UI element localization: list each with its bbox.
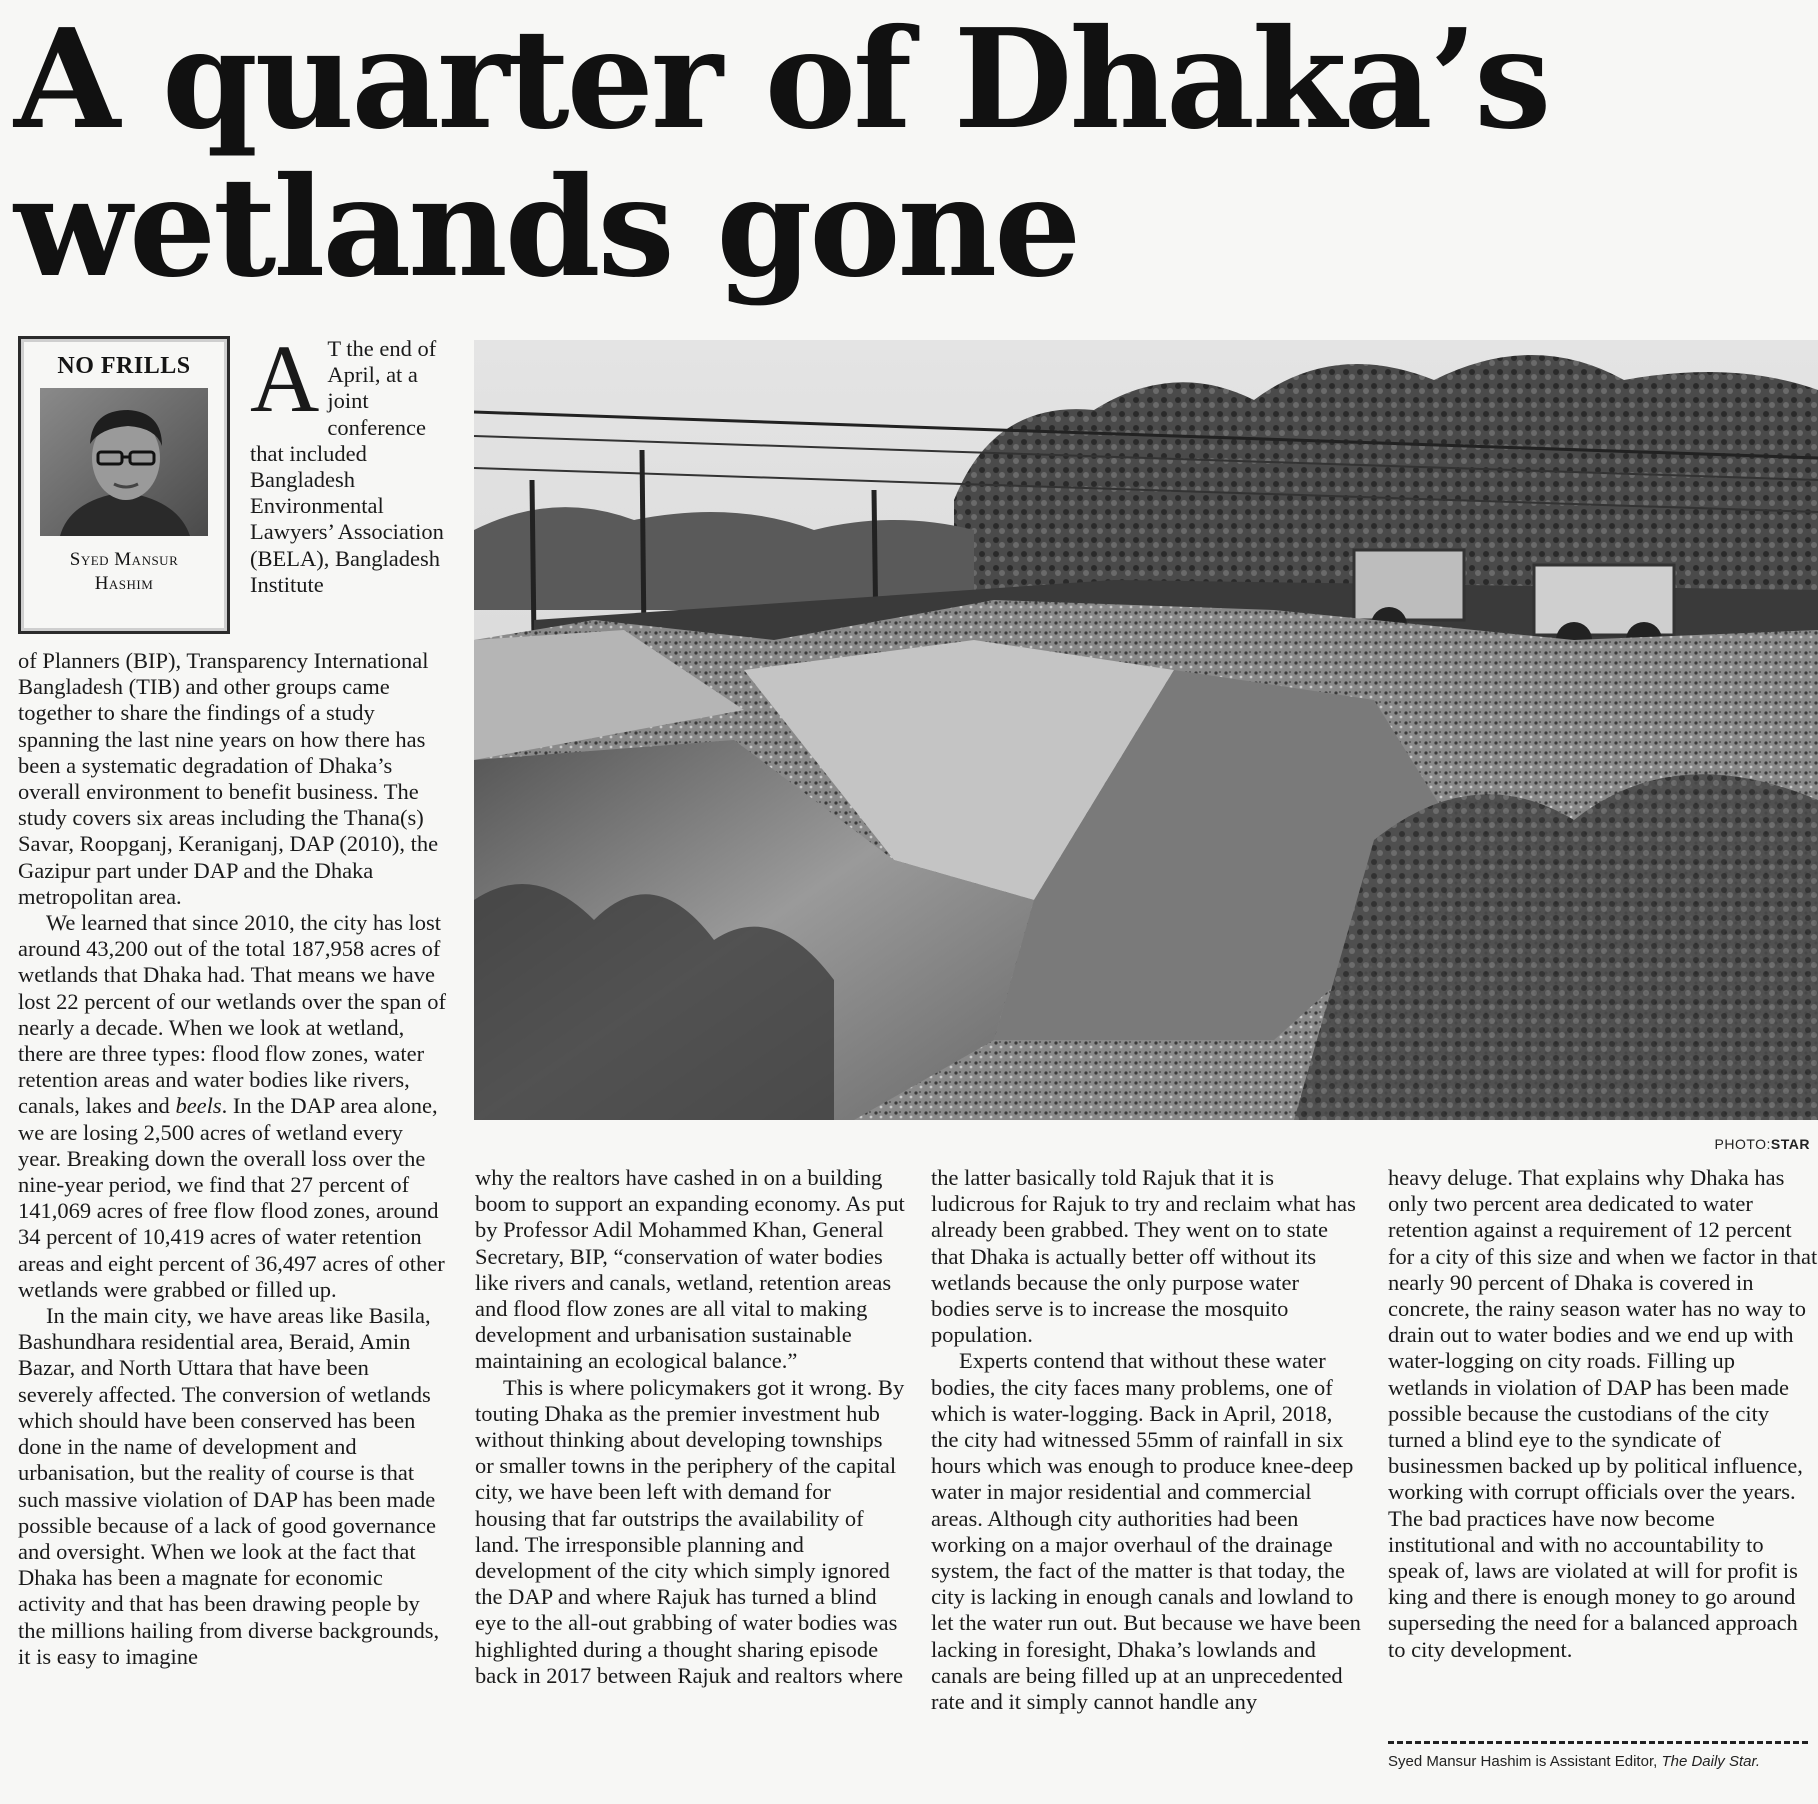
paragraph: heavy deluge. That explains why Dhaka has only two percent area dedicated to water retention against a requirement of 12 percent for a city of this size and when we factor in that nearly 90 percent of Dhaka is covered in concrete, the rainy season water has no way to drain out to water bodies and we end up with water-logging on city roads. Filling up wetlands in violation of DAP has been made possible because the custodians of the city turned a blind eye to the syndicate of businessmen backed up by political influence, working with corrupt officials over the years. The bad practices have now become institutional and with no accountability to speak of, laws are violated at will for profit is king and there is enough money to go around superseding the need for a balanced approach to city development. [1388, 1165, 1818, 1662]
intro-wrap-column [250, 325, 455, 598]
paragraph: Experts contend that without these water bodies, the city faces many problems, one of which is water-logging. Back in April, 2018, the city had witnessed 55mm of rainfall in six hours which was enough to produce knee-deep water in major residential and commercial areas. Although city authorities had been working on a major overhaul of the drainage system, the fact of the matter is that today, the city is lacking in enough canals and lowland to let the water run out. But because we have been lacking in foresight, Dhaka’s lowlands and canals are being filled up at an unprecedented rate and it simply cannot handle any [931, 1348, 1361, 1715]
author-note: Syed Mansur Hashim is Assistant Editor, The Daily Star. [1388, 1753, 1761, 1770]
author-name: Syed Mansur Hashim [69, 549, 179, 594]
article-column-2 [475, 1165, 905, 1689]
column-label: NO FRILLS [57, 353, 191, 379]
paragraph: why the realtors have cashed in on a building boom to support an expanding economy. As put by Professor Adil Mohammed Khan, General Secretary, BIP, “conservation of water bodies like rivers and canals, wetland, retention areas and flood flow zones are all vital to making development and urbanisation sustainable maintaining an ecological balance.” [475, 1165, 905, 1374]
article-column-3 [931, 1165, 1361, 1715]
paragraph: of Planners (BIP), Transparency International Bangladesh (TIB) and other groups came together to share the findings of a study spanning the last nine years on how there has been a systematic degradation of Dhaka’s overall environment to benefit business. The study covers six areas including the Thana(s) Savar, Roopganj, Keraniganj, DAP (2010), the Gazipur part under DAP and the Dhaka metropolitan area. [18, 648, 439, 909]
paragraph: the latter basically told Rajuk that it is ludicrous for Rajuk to try and reclaim what has already been grabbed. They went on to state that Dhaka is actually better off without its wetlands because the only purpose water bodies serve is to increase the mosquito population. [931, 1165, 1356, 1348]
headline [14, 0, 1614, 308]
photo-credit: PHOTO:STAR [1714, 1136, 1810, 1152]
drop-cap: A [250, 325, 320, 432]
footer-divider [1388, 1741, 1808, 1744]
author-portrait [40, 388, 208, 536]
article-column-1 [18, 648, 448, 1670]
intro-text: T the end of April, at a joint conference that included Bangladesh Environmental Lawyers’ Association (BELA), Bangladesh Institute [250, 336, 444, 597]
article-photo [474, 340, 1818, 1120]
headline-line-1: A quarter of Dhaka’s [14, 0, 1549, 160]
headline-line-2: wetlands gone [14, 147, 1079, 308]
column-byline-box [18, 336, 230, 634]
paragraph: In the main city, we have areas like Basila, Bashundhara residential area, Beraid, Amin Bazar, and North Uttara that have been severely affected. The conversion of wetlands which should have been conserved has been done in the name of development and urbanisation, but the reality of course is that such massive violation of DAP has been made possible because of a lack of good governance and oversight. When we look at the fact that Dhaka has been a magnate for economic activity and that has been drawing people by the millions hailing from diverse backgrounds, it is easy to imagine [18, 1303, 440, 1669]
article-column-4 [1388, 1165, 1818, 1663]
paragraph: We learned that since 2010, the city has lost around 43,200 out of the total 187,958 acres of wetlands that Dhaka had. That means we have lost 22 percent of our wetlands over the span of nearly a decade. When we look at wetland, there are three types: flood flow zones, water retention areas and water bodies like rivers, canals, lakes and beels. In the DAP area alone, we are losing 2,500 acres of wetland every year. Breaking down the overall loss over the nine-year period, we find that 27 percent of 141,069 acres of free flow flood zones, around 34 percent of 10,419 acres of water retention areas and eight percent of 36,497 acres of other wetlands were grabbed or filled up. [18, 910, 447, 1302]
paragraph: This is where policymakers got it wrong. By touting Dhaka as the premier investment hub without thinking about developing townships or smaller towns in the periphery of the capital city, we have been left with demand for housing that far outstrips the availability of land. The irresponsible planning and development of the city which simply ignored the DAP and where Rajuk has turned a blind eye to the all-out grabbing of water bodies was highlighted during a thought sharing episode back in 2017 between Rajuk and realtors where [475, 1374, 905, 1688]
